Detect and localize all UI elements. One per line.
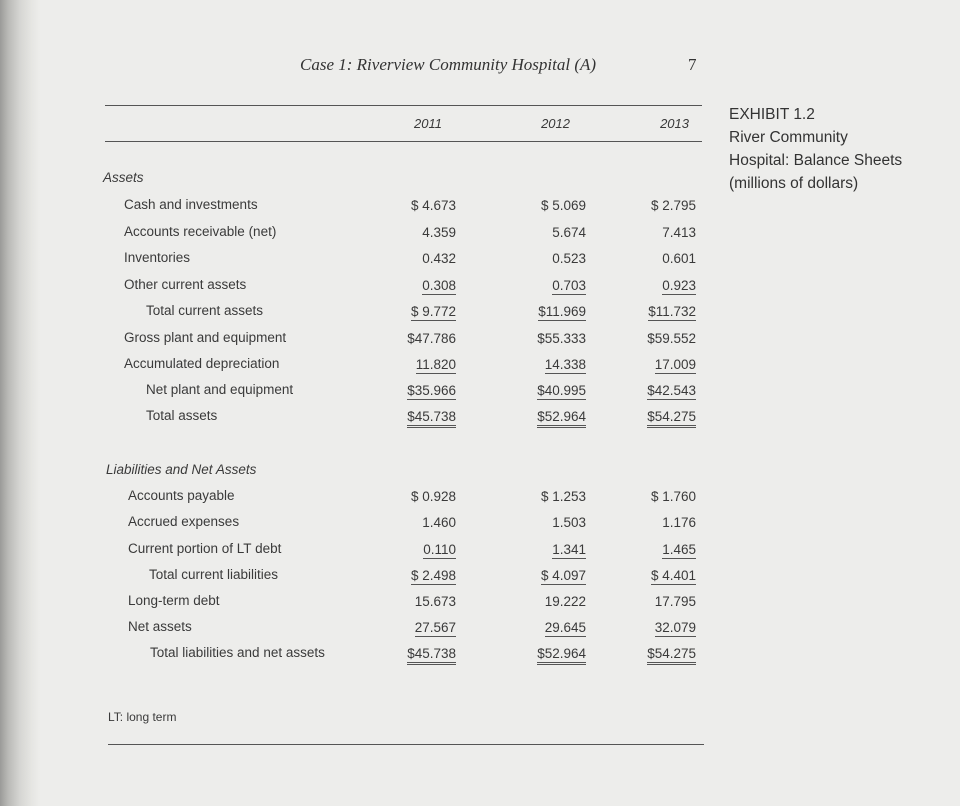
- value-2012: $55.333: [537, 331, 586, 346]
- value-2012: $11.969: [538, 304, 586, 319]
- value-2011: 11.820: [415, 357, 456, 372]
- table-row: [0, 197, 720, 217]
- row-label: Gross plant and equipment: [124, 330, 287, 345]
- value-2011: $ 2.498: [410, 568, 456, 583]
- value-2011: 0.110: [423, 542, 456, 557]
- table-top-rule: [105, 105, 702, 106]
- table-row: [0, 356, 720, 376]
- value-2012: $40.995: [537, 383, 586, 398]
- row-label: Total liabilities and net assets: [150, 645, 325, 660]
- value-2011: $45.738: [366, 408, 456, 428]
- book-spine-shadow: [0, 0, 40, 806]
- value-2013: 7.413: [662, 225, 696, 240]
- value-2013: $54.275: [606, 408, 696, 428]
- row-label: Total current liabilities: [149, 567, 279, 582]
- value-2011: $45.738: [366, 645, 456, 665]
- row-label: Total assets: [146, 408, 218, 423]
- table-row: [0, 330, 720, 350]
- value-2012: $52.964: [496, 408, 586, 428]
- table-row: [0, 250, 720, 270]
- value-2013: $54.275: [606, 645, 696, 665]
- row-label: Net assets: [128, 619, 192, 634]
- value-2012: 1.503: [552, 515, 586, 530]
- value-2012: 14.338: [544, 357, 586, 372]
- row-label: Accounts receivable (net): [124, 224, 277, 239]
- value-2013: $42.543: [647, 383, 696, 398]
- table-row: [0, 514, 720, 534]
- value-2011: 27.567: [414, 620, 456, 635]
- total-row: [0, 645, 720, 665]
- table-bottom-rule: [108, 744, 704, 745]
- total-row: [0, 408, 720, 428]
- row-label: Long-term debt: [128, 593, 220, 608]
- value-2013: $11.732: [648, 304, 696, 319]
- value-2012: $52.964: [496, 645, 586, 665]
- value-2012: 0.523: [552, 251, 586, 266]
- value-2013: $ 2.795: [650, 198, 696, 213]
- table-row: [0, 488, 720, 508]
- exhibit-number: EXHIBIT 1.2: [729, 106, 815, 123]
- exhibit-title-line: River Community: [729, 129, 848, 146]
- value-2011: $ 9.772: [410, 304, 456, 319]
- exhibit-title-line: (millions of dollars): [729, 175, 859, 192]
- value-2011: 15.673: [414, 594, 456, 609]
- value-2012: 5.674: [552, 225, 586, 240]
- table-row: [0, 224, 720, 244]
- liabilities-section-heading: Liabilities and Net Assets: [106, 462, 257, 477]
- value-2012: $ 5.069: [540, 198, 586, 213]
- value-2012: 0.703: [552, 278, 586, 293]
- row-label: Total current assets: [146, 303, 264, 318]
- subtotal-row: [0, 382, 720, 402]
- row-label: Inventories: [124, 250, 191, 265]
- value-2011: $47.786: [407, 331, 456, 346]
- value-2013: 0.601: [662, 251, 696, 266]
- value-2013: $59.552: [647, 331, 696, 346]
- subtotal-row: [0, 567, 720, 587]
- value-2012: 29.645: [544, 620, 586, 635]
- table-row: [0, 619, 720, 639]
- row-label: Cash and investments: [124, 197, 258, 212]
- row-label: Other current assets: [124, 277, 247, 292]
- value-2012: 1.341: [552, 542, 586, 557]
- value-2013: 17.795: [654, 594, 696, 609]
- subtotal-row: [0, 303, 720, 323]
- value-2012: $ 4.097: [540, 568, 586, 583]
- value-2011: 0.308: [422, 278, 456, 293]
- row-label: Accounts payable: [128, 488, 235, 503]
- page-number: 7: [688, 55, 697, 74]
- value-2012: 19.222: [544, 594, 586, 609]
- table-row: [0, 541, 720, 561]
- value-2013: 0.923: [662, 278, 696, 293]
- value-2012: $ 1.253: [540, 489, 586, 504]
- value-2011: 1.460: [422, 515, 456, 530]
- value-2013: 32.079: [654, 620, 696, 635]
- table-header-rule: [105, 141, 702, 142]
- year-2012-header: 2012: [541, 116, 570, 131]
- value-2013: 1.176: [662, 515, 696, 530]
- value-2013: 1.465: [662, 542, 696, 557]
- row-label: Net plant and equipment: [146, 382, 294, 397]
- value-2011: $35.966: [407, 383, 456, 398]
- value-2011: 0.432: [422, 251, 456, 266]
- value-2013: $ 4.401: [650, 568, 696, 583]
- running-header: Case 1: Riverview Community Hospital (A): [300, 55, 597, 74]
- value-2011: 4.359: [422, 225, 456, 240]
- value-2013: 17.009: [654, 357, 696, 372]
- value-2011: $ 0.928: [410, 489, 456, 504]
- footnote: LT: long term: [108, 710, 177, 724]
- row-label: Current portion of LT debt: [128, 541, 282, 556]
- year-2011-header: 2011: [414, 116, 442, 131]
- assets-section-heading: Assets: [103, 170, 144, 185]
- table-row: [0, 593, 720, 613]
- row-label: Accumulated depreciation: [124, 356, 280, 371]
- value-2013: $ 1.760: [650, 489, 696, 504]
- exhibit-title-line: Hospital: Balance Sheets: [729, 152, 903, 169]
- exhibit-caption: [729, 103, 949, 195]
- year-2013-header: 2013: [660, 116, 689, 131]
- table-row: [0, 277, 720, 297]
- value-2011: $ 4.673: [410, 198, 456, 213]
- row-label: Accrued expenses: [128, 514, 240, 529]
